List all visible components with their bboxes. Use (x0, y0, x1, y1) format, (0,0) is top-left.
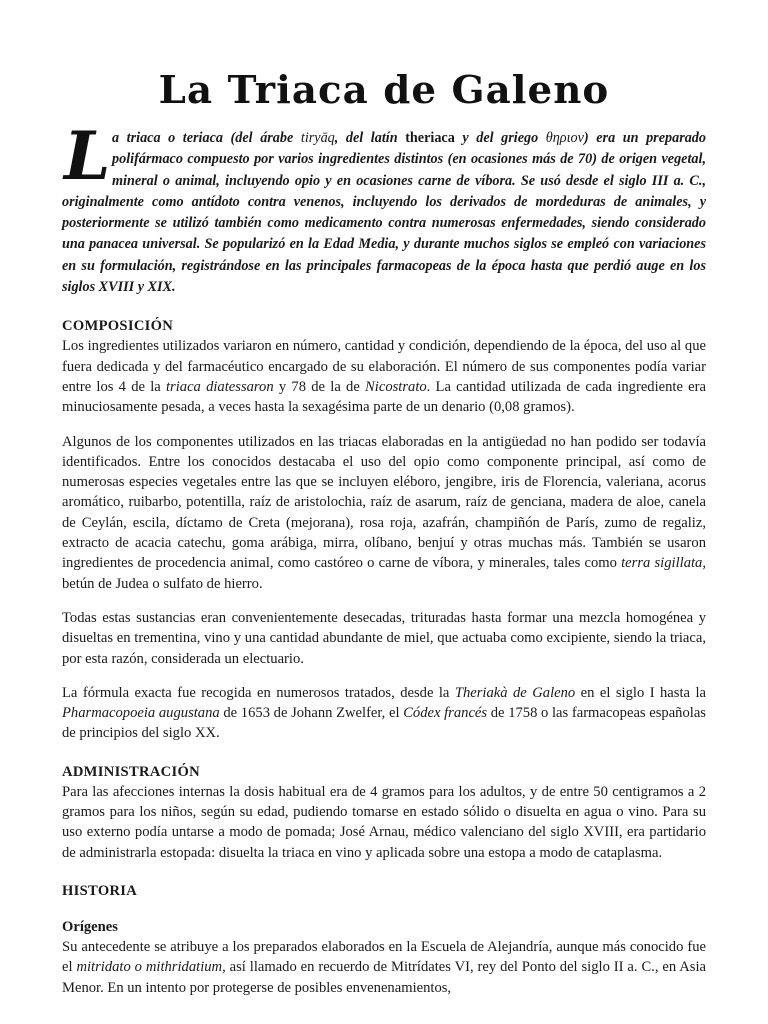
intro-term-greek: θηριον (545, 130, 584, 146)
intro-text: y del griego (454, 130, 546, 146)
historia-paragraph-1: Su antecedente se atribuye a los preparados elaborados en la Escuela de Alejandría, aunque más conocido fue el mitridato o mithridatium, así llamado en recuerdo de Mitrídates VI, rey del Ponto del siglo II a. C., en Asia Menor. En un intento por protegerse de posibles envenenamientos, (62, 938, 706, 996)
composicion-paragraph-1: Los ingredientes utilizados variaron en número, cantidad y condición, dependiendo de la época, del uso al que fuera dedicada y del farmacéutico encargado de su elaboración. El número de sus componentes podía variar entre los 4 de la triaca diatessaron y 78 de la de Nicostrato. La cantidad utilizada de cada ingrediente era minuciosamente pesada, a veces hasta la sexagésima parte de un denario (0,08 gramos). (62, 338, 706, 416)
section-heading-composicion: COMPOSICIÓN (62, 318, 174, 335)
document-title: La Triaca de Galeno (158, 67, 610, 112)
composicion-paragraph-4: La fórmula exacta fue recogida en numerosos tratados, desde la Theriakà de Galeno en el siglo I hasta la Pharmacopoeia augustana de 1653 de Johann Zwelfer, el Códex francés de 1758 o las farmacopeas españolas de principios del siglo XX. (62, 684, 706, 742)
administracion-paragraph-1: Para las afecciones internas la dosis habitual era de 4 gramos para los adultos, y de entre 50 centigramos a 2 gramos para los niños, según su edad, pudiendo tomarse en estado sólido o disuelta en agua o vino. Para su uso externo podía untarse a modo de pomada; José Arnau, médico valenciano del siglo XVIII, era partidario de administrarla estopada: disuelta la triaca en vino y aplicada sobre una estopa a modo de cataplasma. (62, 783, 706, 861)
intro-text: , del latín (334, 130, 406, 146)
intro-text: ) era un preparado polifármaco compuesto por varios ingredientes distintos (en ocasiones más de 70) de origen vegetal, mineral o animal, incluyendo opio y en ocasiones carne de víbora. Se usó desde el siglo III a. C., originalmente como antídoto contra venenos, incluyendo los derivados de mordeduras de animales, y posteriormente se utilizó también como medicamento contra numerosas enfermedades, siendo considerado una panacea universal. Se popularizó en la Edad Media, y durante muchos siglos se empleó con variaciones en su formulación, registrándose en las principales farmacopeas de la época hasta que perdió auge en los siglos XVIII y XIX. (62, 130, 706, 296)
section-heading-administracion: ADMINISTRACIÓN (62, 763, 200, 780)
composicion-paragraph-3: Todas estas sustancias eran convenientemente desecadas, trituradas hasta formar una mezcla homogénea y disueltas en trementina, vino y una cantidad abundante de miel, que actuaba como excipiente, siendo la triaca, por esta razón, considerada un electuario. (62, 609, 706, 667)
section-heading-historia: HISTORIA (62, 882, 138, 899)
subheading-origenes: Orígenes (62, 918, 118, 935)
intro-term-arabic: tiryāq (300, 130, 335, 146)
intro-paragraph (62, 117, 706, 298)
intro-text: a triaca o teriaca (del árabe (112, 130, 301, 146)
drop-cap-letter: L (64, 117, 111, 195)
composicion-paragraph-2: Algunos de los componentes utilizados en las triacas elaboradas en la antigüedad no han podido ser todavía identificados. Entre los conocidos destacaba el uso del opio como componente principal, así como de numerosas especies vegetales entre las que se incluyen eléboro, jengibre, iris de Florencia, valeriana, acorus aromático, ruibarbo, potentilla, raíz de aristolochia, raíz de asarum, raíz de genciana, madera de aloe, canela de Ceylán, escila, díctamo de Creta (mejorana), rosa roja, azafrán, champiñón de París, zumo de regaliz, extracto de acacia catechu, goma arábiga, mirra, olíbano, benjuí y otras muchas más. También se usaron ingredientes de procedencia animal, como castóreo o carne de víbora, y minerales, tales como terra sigillata, betún de Judea o sulfato de hierro. (62, 433, 707, 592)
intro-term-latin: theriaca (405, 130, 455, 146)
